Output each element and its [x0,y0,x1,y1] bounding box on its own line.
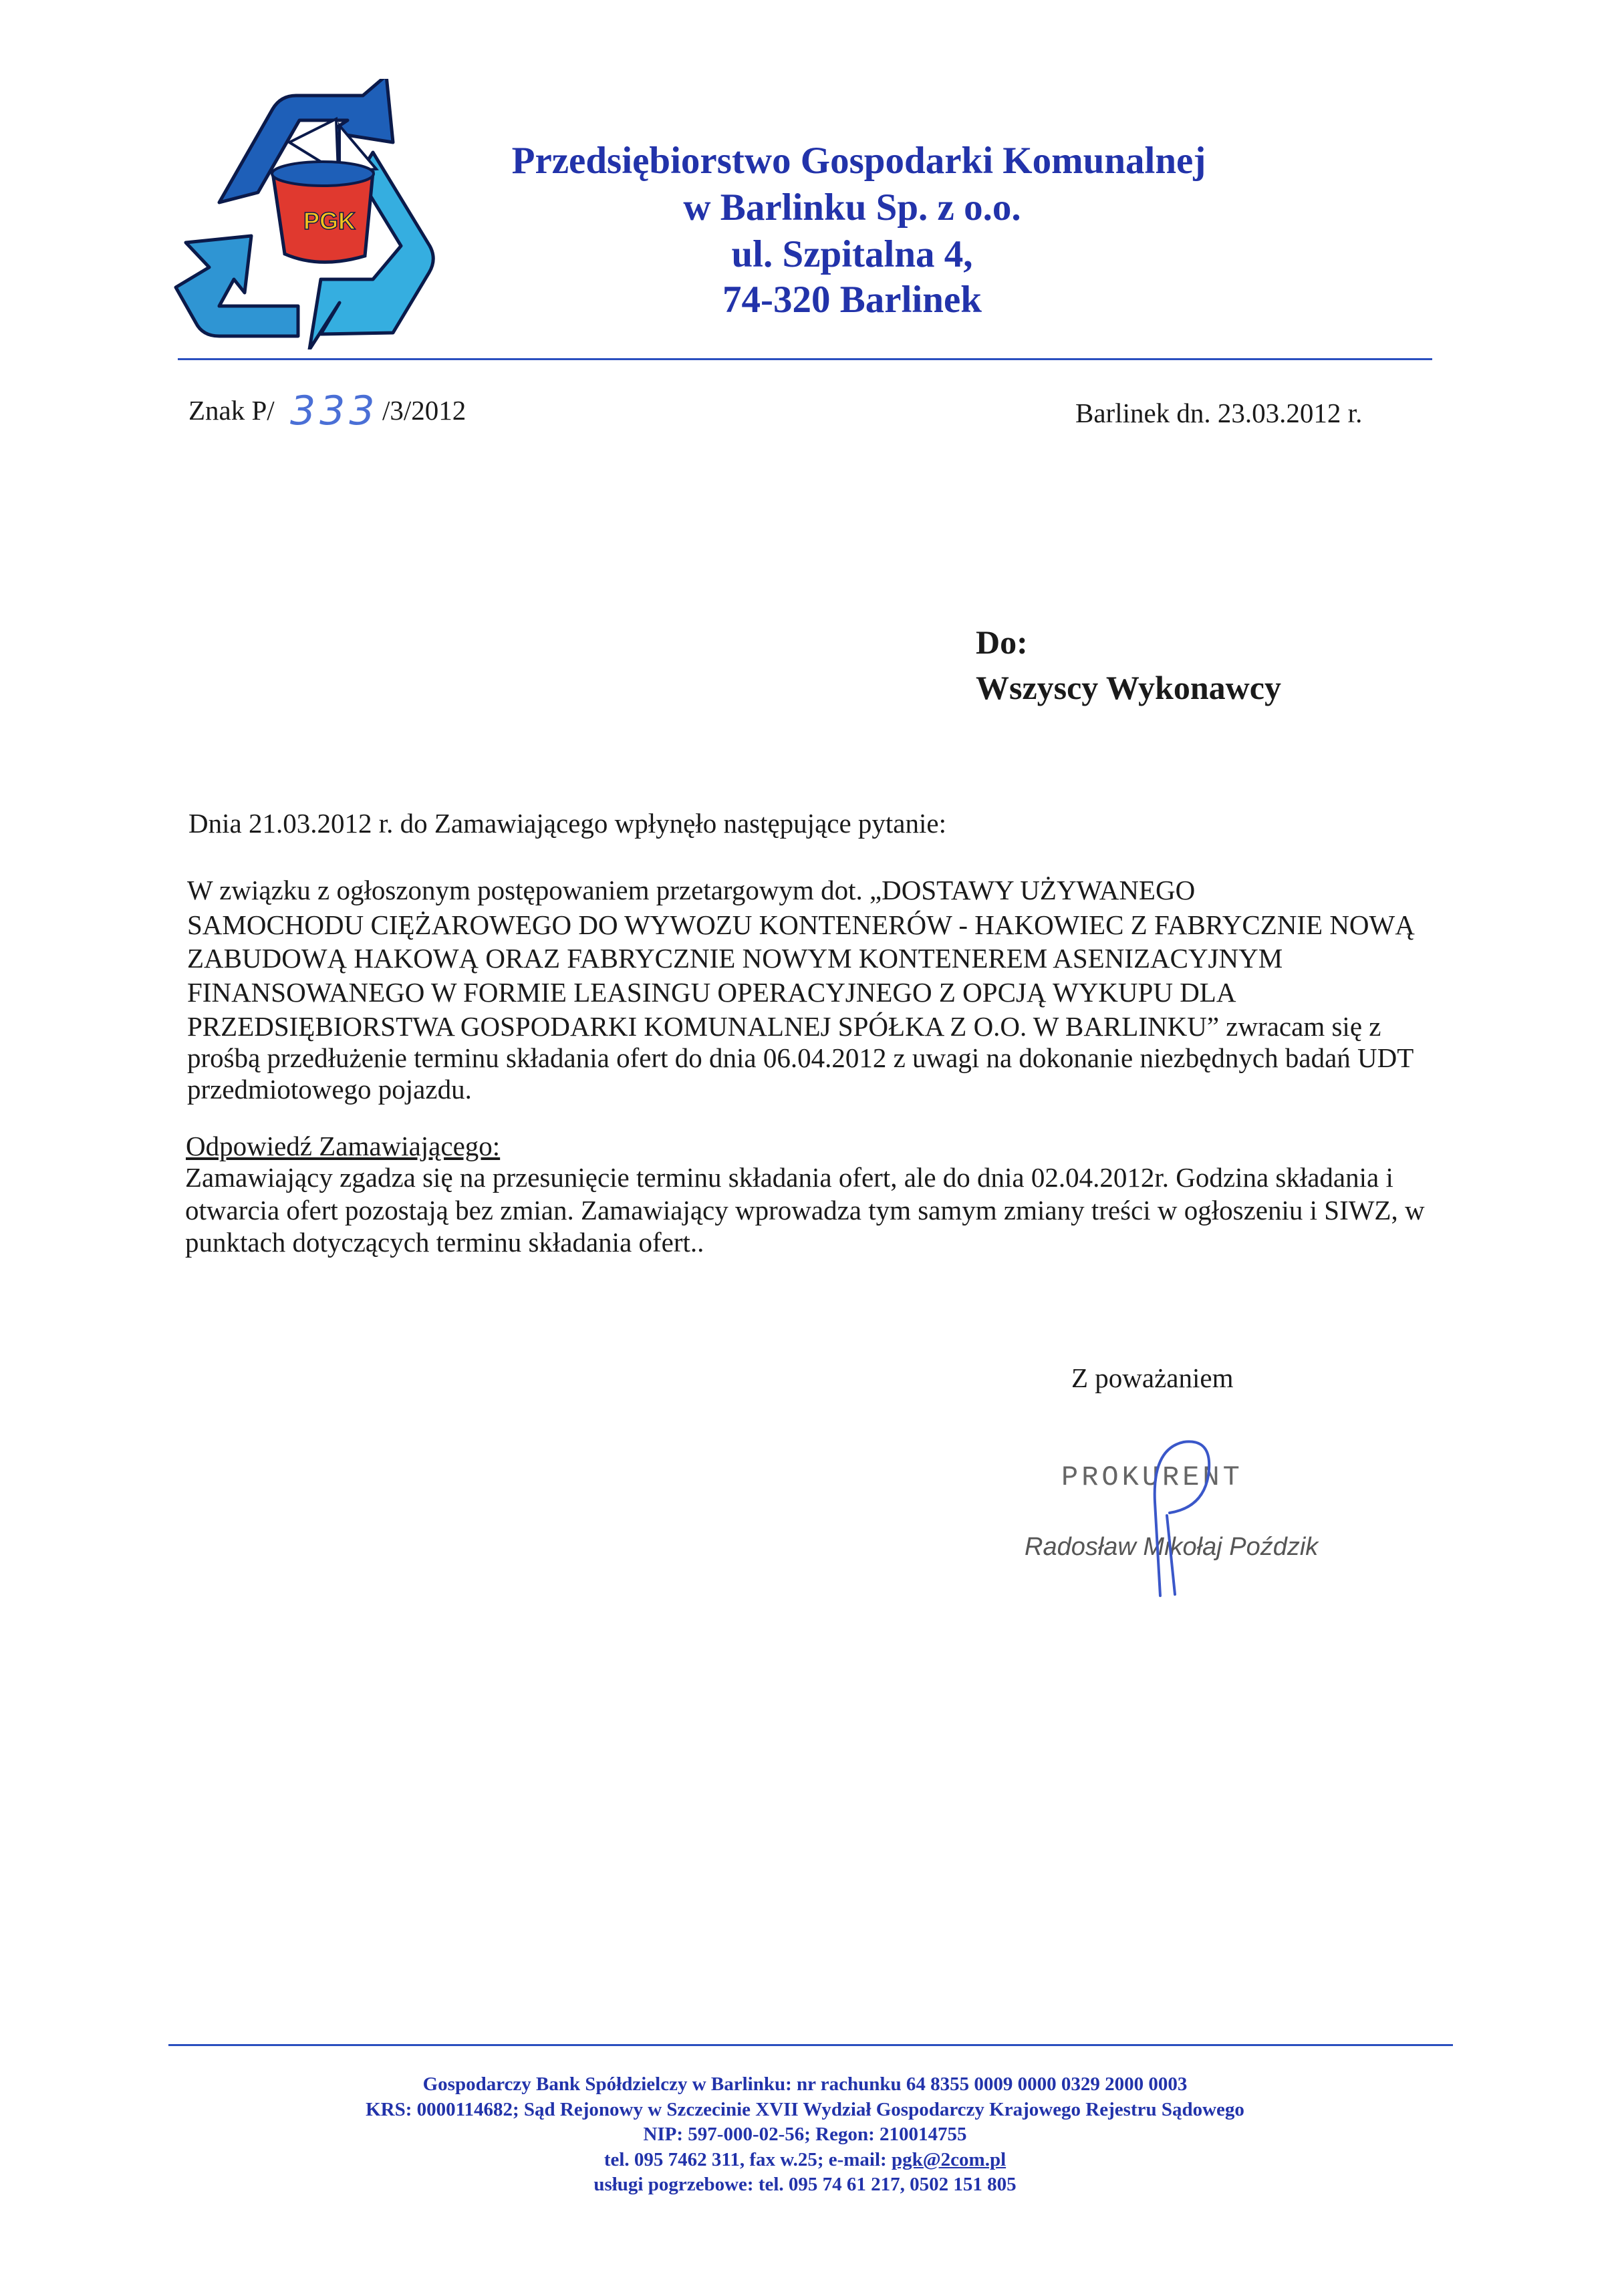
company-address-city: 74-320 Barlinek [722,279,982,321]
answer-heading: Odpowiedź Zamawiającego: [186,1131,501,1161]
question-line: SAMOCHODU CIĘŻAROWEGO DO WYWOZU KONTENERÓW - HAKOWIEC Z FABRYCZNIE NOWĄ [187,909,1415,940]
footer-email-link[interactable]: pgk@2com.pl [891,2149,1007,2170]
company-address-street: ul. Szpitalna 4, [731,233,973,275]
footer-contact [0,2150,1610,2170]
question-line: ZABUDOWĄ HAKOWĄ ORAZ FABRYCZNIE NOWYM KONTENEREM ASENIZACYJNYM [187,943,1283,974]
footer-bank: Gospodarczy Bank Spółdzielczy w Barlinku: nr rachunku 64 8355 0009 0000 0329 2000 0003 [422,2073,1188,2095]
addressee-name: Wszyscy Wykonawcy [976,669,1281,706]
reference-prefix: Znak P/ [188,395,275,426]
stamp-title: PROKURENT [1061,1461,1243,1493]
handwritten-signature [1120,1429,1247,1602]
closing-salutation: Z poważaniem [1071,1362,1234,1393]
footer-contact-text: tel. 095 7462 311, fax w.25; e-mail: [603,2149,892,2170]
letter-date: Barlinek dn. 23.03.2012 r. [1075,398,1363,428]
question-line: prośbą przedłużenie terminu składania ofert do dnia 06.04.2012 z uwagi na dokonanie niezbędnych badań UDT [187,1042,1414,1073]
company-name-line2: w Barlinku Sp. z o.o. [683,186,1021,229]
question-line: FINANSOWANEGO W FORMIE LEASINGU OPERACYJNEGO Z OPCJĄ WYKUPU DLA [187,977,1236,1008]
question-line: przedmiotowego pojazdu. [187,1074,472,1105]
footer-divider [168,2044,1453,2046]
answer-line: punktach dotyczących terminu składania ofert.. [185,1227,704,1258]
logo-text: PGK [303,207,356,235]
footer-nip: NIP: 597-000-02-56; Regon: 210014755 [643,2124,967,2145]
intro-paragraph: Dnia 21.03.2012 r. do Zamawiającego wpłynęło następujące pytanie: [188,808,946,839]
question-line: PRZEDSIĘBIORSTWA GOSPODARKI KOMUNALNEJ SPÓŁKA Z O.O. W BARLINKU” zwracam się z [187,1011,1381,1042]
answer-line: Zamawiający zgadza się na przesunięcie terminu składania ofert, ale do dnia 02.04.2012r. Godzina składania i [185,1162,1393,1193]
footer-funeral: usługi pogrzebowe: tel. 095 74 61 217, 0502 151 805 [593,2174,1017,2195]
stamp-name: Radosław Mikołaj Poździk [1025,1533,1319,1561]
answer-line: otwarcia ofert pozostają bez zmian. Zamawiający wprowadza tym samym zmiany treści w ogłoszeniu i SIWZ, w [185,1195,1425,1226]
company-name-line1: Przedsiębiorstwo Gospodarki Komunalnej [511,140,1206,182]
footer-krs: KRS: 0000114682; Sąd Rejonowy w Szczecinie XVII Wydział Gospodarczy Krajowego Rejestru Sądowego [366,2099,1244,2120]
reference-handwritten-number: 333 [290,388,379,434]
reference-suffix: /3/2012 [382,395,466,426]
header-divider [178,358,1432,360]
question-line: W związku z ogłoszonym postępowaniem przetargowym dot. „DOSTAWY UŻYWANEGO [187,875,1196,905]
addressee-label: Do: [976,623,1028,661]
